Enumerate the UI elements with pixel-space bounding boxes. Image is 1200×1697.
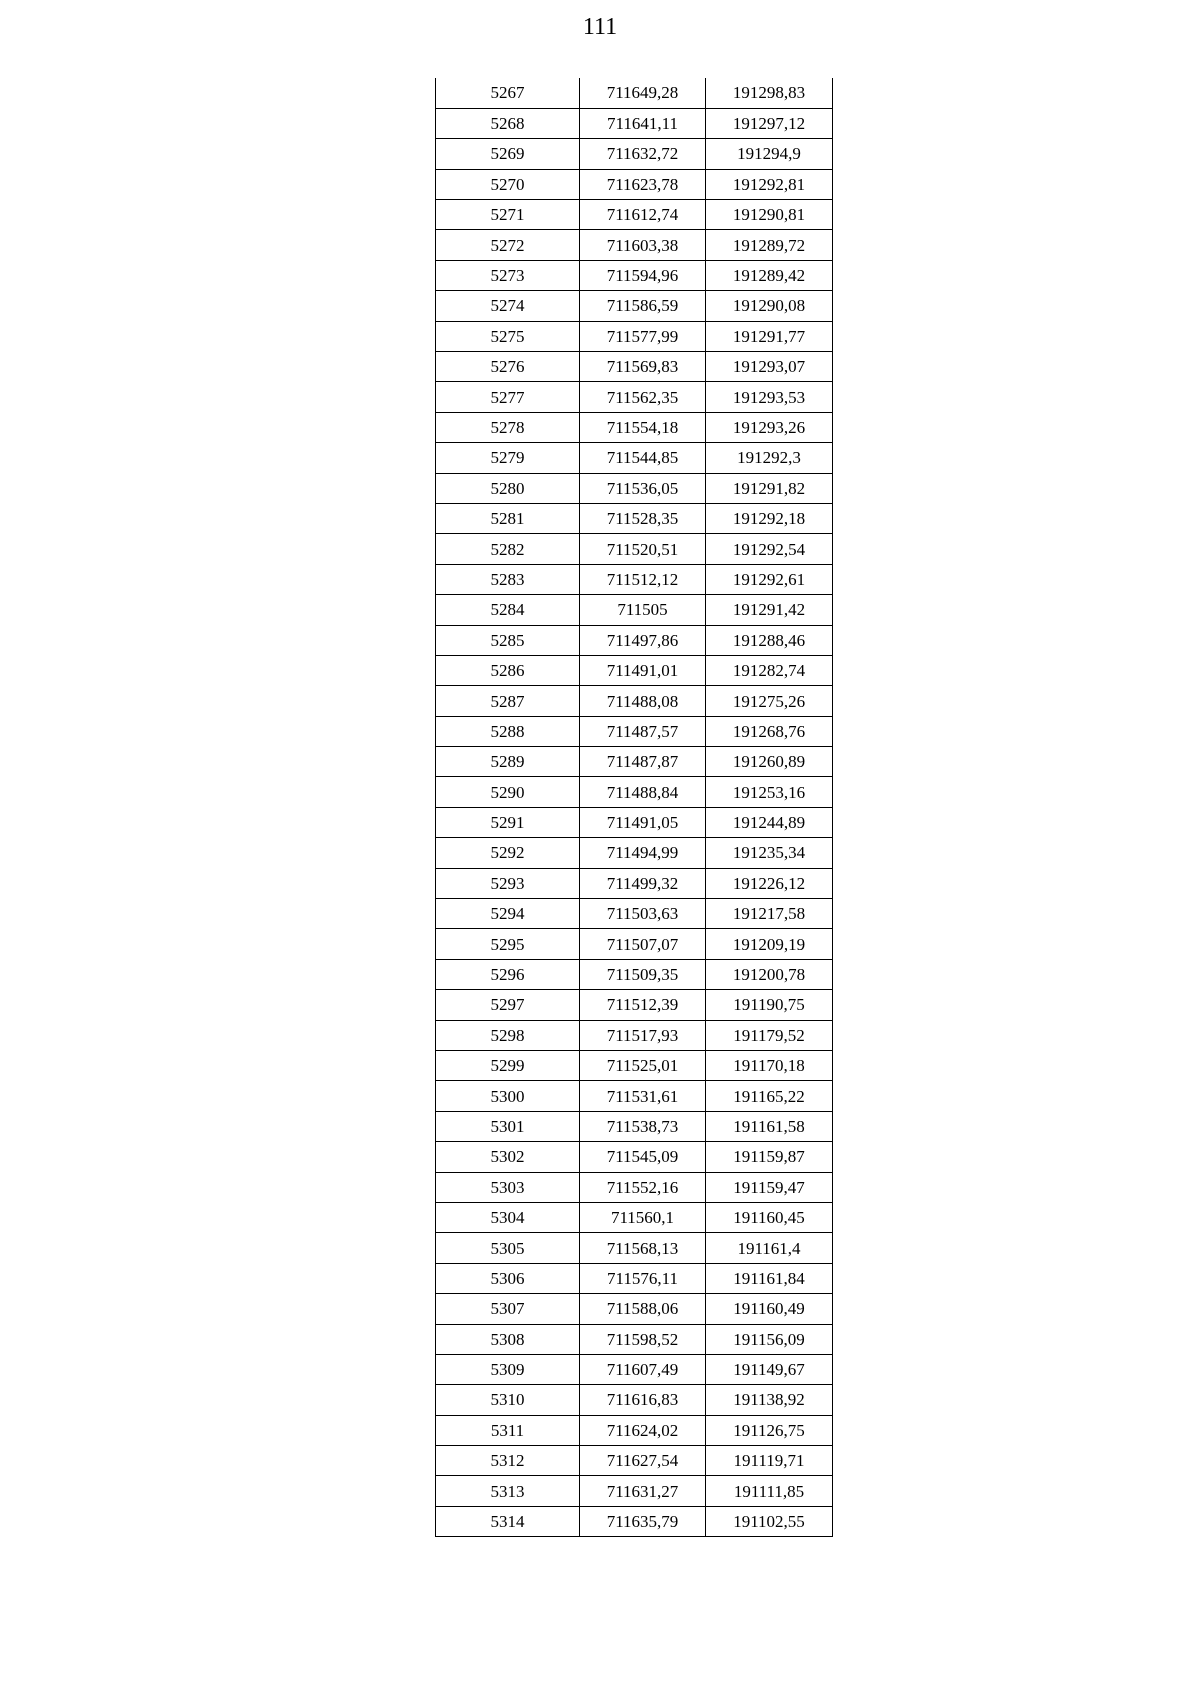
point-number-cell: 5270	[436, 169, 580, 199]
table-row	[436, 1051, 833, 1081]
y-coordinate-cell: 191292,54	[706, 534, 833, 564]
y-coordinate-cell: 191156,09	[706, 1324, 833, 1354]
y-coordinate-cell: 191253,16	[706, 777, 833, 807]
point-number-cell: 5271	[436, 200, 580, 230]
table-row	[436, 655, 833, 685]
table-row	[436, 200, 833, 230]
x-coordinate-cell: 711631,27	[580, 1476, 706, 1506]
point-number-cell: 5289	[436, 747, 580, 777]
x-coordinate-cell: 711512,39	[580, 990, 706, 1020]
y-coordinate-cell: 191288,46	[706, 625, 833, 655]
point-number-cell: 5301	[436, 1111, 580, 1141]
point-number-cell: 5306	[436, 1263, 580, 1293]
point-number-cell: 5291	[436, 807, 580, 837]
table-row	[436, 78, 833, 108]
x-coordinate-cell: 711487,57	[580, 716, 706, 746]
x-coordinate-cell: 711499,32	[580, 868, 706, 898]
table-row	[436, 990, 833, 1020]
y-coordinate-cell: 191161,58	[706, 1111, 833, 1141]
x-coordinate-cell: 711569,83	[580, 352, 706, 382]
x-coordinate-cell: 711512,12	[580, 564, 706, 594]
table-row	[436, 564, 833, 594]
point-number-cell: 5268	[436, 108, 580, 138]
y-coordinate-cell: 191161,4	[706, 1233, 833, 1263]
point-number-cell: 5287	[436, 686, 580, 716]
x-coordinate-cell: 711588,06	[580, 1294, 706, 1324]
point-number-cell: 5292	[436, 838, 580, 868]
point-number-cell: 5312	[436, 1446, 580, 1476]
y-coordinate-cell: 191268,76	[706, 716, 833, 746]
x-coordinate-cell: 711487,87	[580, 747, 706, 777]
point-number-cell: 5300	[436, 1081, 580, 1111]
point-number-cell: 5304	[436, 1202, 580, 1232]
table-row	[436, 868, 833, 898]
x-coordinate-cell: 711520,51	[580, 534, 706, 564]
y-coordinate-cell: 191161,84	[706, 1263, 833, 1293]
y-coordinate-cell: 191290,81	[706, 200, 833, 230]
y-coordinate-cell: 191179,52	[706, 1020, 833, 1050]
y-coordinate-cell: 191290,08	[706, 291, 833, 321]
point-number-cell: 5302	[436, 1142, 580, 1172]
x-coordinate-cell: 711509,35	[580, 959, 706, 989]
x-coordinate-cell: 711598,52	[580, 1324, 706, 1354]
x-coordinate-cell: 711568,13	[580, 1233, 706, 1263]
table-row	[436, 1385, 833, 1415]
y-coordinate-cell: 191190,75	[706, 990, 833, 1020]
table-row	[436, 1324, 833, 1354]
y-coordinate-cell: 191291,82	[706, 473, 833, 503]
y-coordinate-cell: 191298,83	[706, 78, 833, 108]
point-number-cell: 5298	[436, 1020, 580, 1050]
y-coordinate-cell: 191165,22	[706, 1081, 833, 1111]
y-coordinate-cell: 191159,47	[706, 1172, 833, 1202]
x-coordinate-cell: 711577,99	[580, 321, 706, 351]
point-number-cell: 5290	[436, 777, 580, 807]
x-coordinate-cell: 711491,05	[580, 807, 706, 837]
point-number-cell: 5294	[436, 899, 580, 929]
y-coordinate-cell: 191291,42	[706, 595, 833, 625]
table-row	[436, 716, 833, 746]
table-row	[436, 1415, 833, 1445]
y-coordinate-cell: 191111,85	[706, 1476, 833, 1506]
x-coordinate-cell: 711525,01	[580, 1051, 706, 1081]
point-number-cell: 5309	[436, 1354, 580, 1384]
y-coordinate-cell: 191159,87	[706, 1142, 833, 1172]
x-coordinate-cell: 711536,05	[580, 473, 706, 503]
table-row	[436, 777, 833, 807]
y-coordinate-cell: 191289,72	[706, 230, 833, 260]
table-row	[436, 291, 833, 321]
x-coordinate-cell: 711562,35	[580, 382, 706, 412]
x-coordinate-cell: 711517,93	[580, 1020, 706, 1050]
table-row	[436, 1446, 833, 1476]
table-row	[436, 1233, 833, 1263]
table-row	[436, 1142, 833, 1172]
point-number-cell: 5307	[436, 1294, 580, 1324]
point-number-cell: 5280	[436, 473, 580, 503]
table-row	[436, 169, 833, 199]
y-coordinate-cell: 191235,34	[706, 838, 833, 868]
y-coordinate-cell: 191102,55	[706, 1506, 833, 1536]
coordinates-table	[435, 78, 833, 1537]
y-coordinate-cell: 191291,77	[706, 321, 833, 351]
table-row	[436, 473, 833, 503]
table-row	[436, 534, 833, 564]
x-coordinate-cell: 711531,61	[580, 1081, 706, 1111]
point-number-cell: 5308	[436, 1324, 580, 1354]
y-coordinate-cell: 191160,49	[706, 1294, 833, 1324]
table-row	[436, 1294, 833, 1324]
table-row	[436, 595, 833, 625]
x-coordinate-cell: 711616,83	[580, 1385, 706, 1415]
table-row	[436, 838, 833, 868]
x-coordinate-cell: 711545,09	[580, 1142, 706, 1172]
y-coordinate-cell: 191244,89	[706, 807, 833, 837]
x-coordinate-cell: 711554,18	[580, 412, 706, 442]
x-coordinate-cell: 711544,85	[580, 443, 706, 473]
x-coordinate-cell: 711627,54	[580, 1446, 706, 1476]
x-coordinate-cell: 711649,28	[580, 78, 706, 108]
x-coordinate-cell: 711488,84	[580, 777, 706, 807]
table-row	[436, 139, 833, 169]
table-row	[436, 382, 833, 412]
y-coordinate-cell: 191119,71	[706, 1446, 833, 1476]
table-body	[436, 78, 833, 1537]
table-row	[436, 1020, 833, 1050]
point-number-cell: 5313	[436, 1476, 580, 1506]
table-row	[436, 1202, 833, 1232]
x-coordinate-cell: 711488,08	[580, 686, 706, 716]
table-row	[436, 352, 833, 382]
x-coordinate-cell: 711497,86	[580, 625, 706, 655]
y-coordinate-cell: 191160,45	[706, 1202, 833, 1232]
point-number-cell: 5296	[436, 959, 580, 989]
y-coordinate-cell: 191138,92	[706, 1385, 833, 1415]
y-coordinate-cell: 191292,81	[706, 169, 833, 199]
table-row	[436, 1506, 833, 1536]
point-number-cell: 5275	[436, 321, 580, 351]
x-coordinate-cell: 711576,11	[580, 1263, 706, 1293]
x-coordinate-cell: 711491,01	[580, 655, 706, 685]
point-number-cell: 5283	[436, 564, 580, 594]
x-coordinate-cell: 711623,78	[580, 169, 706, 199]
y-coordinate-cell: 191170,18	[706, 1051, 833, 1081]
x-coordinate-cell: 711624,02	[580, 1415, 706, 1445]
y-coordinate-cell: 191289,42	[706, 260, 833, 290]
point-number-cell: 5286	[436, 655, 580, 685]
x-coordinate-cell: 711494,99	[580, 838, 706, 868]
table-row	[436, 686, 833, 716]
y-coordinate-cell: 191275,26	[706, 686, 833, 716]
point-number-cell: 5278	[436, 412, 580, 442]
table-row	[436, 108, 833, 138]
y-coordinate-cell: 191293,26	[706, 412, 833, 442]
x-coordinate-cell: 711552,16	[580, 1172, 706, 1202]
point-number-cell: 5311	[436, 1415, 580, 1445]
y-coordinate-cell: 191293,53	[706, 382, 833, 412]
point-number-cell: 5284	[436, 595, 580, 625]
x-coordinate-cell: 711603,38	[580, 230, 706, 260]
x-coordinate-cell: 711632,72	[580, 139, 706, 169]
y-coordinate-cell: 191293,07	[706, 352, 833, 382]
point-number-cell: 5281	[436, 503, 580, 533]
y-coordinate-cell: 191297,12	[706, 108, 833, 138]
table-row	[436, 899, 833, 929]
point-number-cell: 5277	[436, 382, 580, 412]
table-row	[436, 929, 833, 959]
table-row	[436, 443, 833, 473]
y-coordinate-cell: 191260,89	[706, 747, 833, 777]
table-row	[436, 747, 833, 777]
y-coordinate-cell: 191292,18	[706, 503, 833, 533]
y-coordinate-cell: 191226,12	[706, 868, 833, 898]
x-coordinate-cell: 711635,79	[580, 1506, 706, 1536]
x-coordinate-cell: 711594,96	[580, 260, 706, 290]
x-coordinate-cell: 711607,49	[580, 1354, 706, 1384]
page-number: 111	[582, 14, 618, 40]
y-coordinate-cell: 191282,74	[706, 655, 833, 685]
x-coordinate-cell: 711641,11	[580, 108, 706, 138]
point-number-cell: 5276	[436, 352, 580, 382]
y-coordinate-cell: 191126,75	[706, 1415, 833, 1445]
point-number-cell: 5272	[436, 230, 580, 260]
point-number-cell: 5269	[436, 139, 580, 169]
x-coordinate-cell: 711612,74	[580, 200, 706, 230]
point-number-cell: 5288	[436, 716, 580, 746]
point-number-cell: 5274	[436, 291, 580, 321]
point-number-cell: 5310	[436, 1385, 580, 1415]
y-coordinate-cell: 191292,3	[706, 443, 833, 473]
x-coordinate-cell: 711505	[580, 595, 706, 625]
point-number-cell: 5314	[436, 1506, 580, 1536]
point-number-cell: 5295	[436, 929, 580, 959]
point-number-cell: 5273	[436, 260, 580, 290]
y-coordinate-cell: 191294,9	[706, 139, 833, 169]
x-coordinate-cell: 711538,73	[580, 1111, 706, 1141]
y-coordinate-cell: 191292,61	[706, 564, 833, 594]
table-row	[436, 503, 833, 533]
y-coordinate-cell: 191209,19	[706, 929, 833, 959]
point-number-cell: 5303	[436, 1172, 580, 1202]
x-coordinate-cell: 711503,63	[580, 899, 706, 929]
table-row	[436, 1111, 833, 1141]
table-row	[436, 321, 833, 351]
point-number-cell: 5293	[436, 868, 580, 898]
point-number-cell: 5282	[436, 534, 580, 564]
point-number-cell: 5299	[436, 1051, 580, 1081]
x-coordinate-cell: 711528,35	[580, 503, 706, 533]
table-row	[436, 1476, 833, 1506]
x-coordinate-cell: 711560,1	[580, 1202, 706, 1232]
table-row	[436, 412, 833, 442]
x-coordinate-cell: 711507,07	[580, 929, 706, 959]
point-number-cell: 5305	[436, 1233, 580, 1263]
table-row	[436, 625, 833, 655]
table-row	[436, 1263, 833, 1293]
table-row	[436, 260, 833, 290]
table-row	[436, 1172, 833, 1202]
point-number-cell: 5297	[436, 990, 580, 1020]
point-number-cell: 5267	[436, 78, 580, 108]
table-row	[436, 1081, 833, 1111]
table-row	[436, 230, 833, 260]
table-row	[436, 959, 833, 989]
y-coordinate-cell: 191200,78	[706, 959, 833, 989]
table-row	[436, 807, 833, 837]
point-number-cell: 5279	[436, 443, 580, 473]
y-coordinate-cell: 191217,58	[706, 899, 833, 929]
x-coordinate-cell: 711586,59	[580, 291, 706, 321]
y-coordinate-cell: 191149,67	[706, 1354, 833, 1384]
point-number-cell: 5285	[436, 625, 580, 655]
table-row	[436, 1354, 833, 1384]
